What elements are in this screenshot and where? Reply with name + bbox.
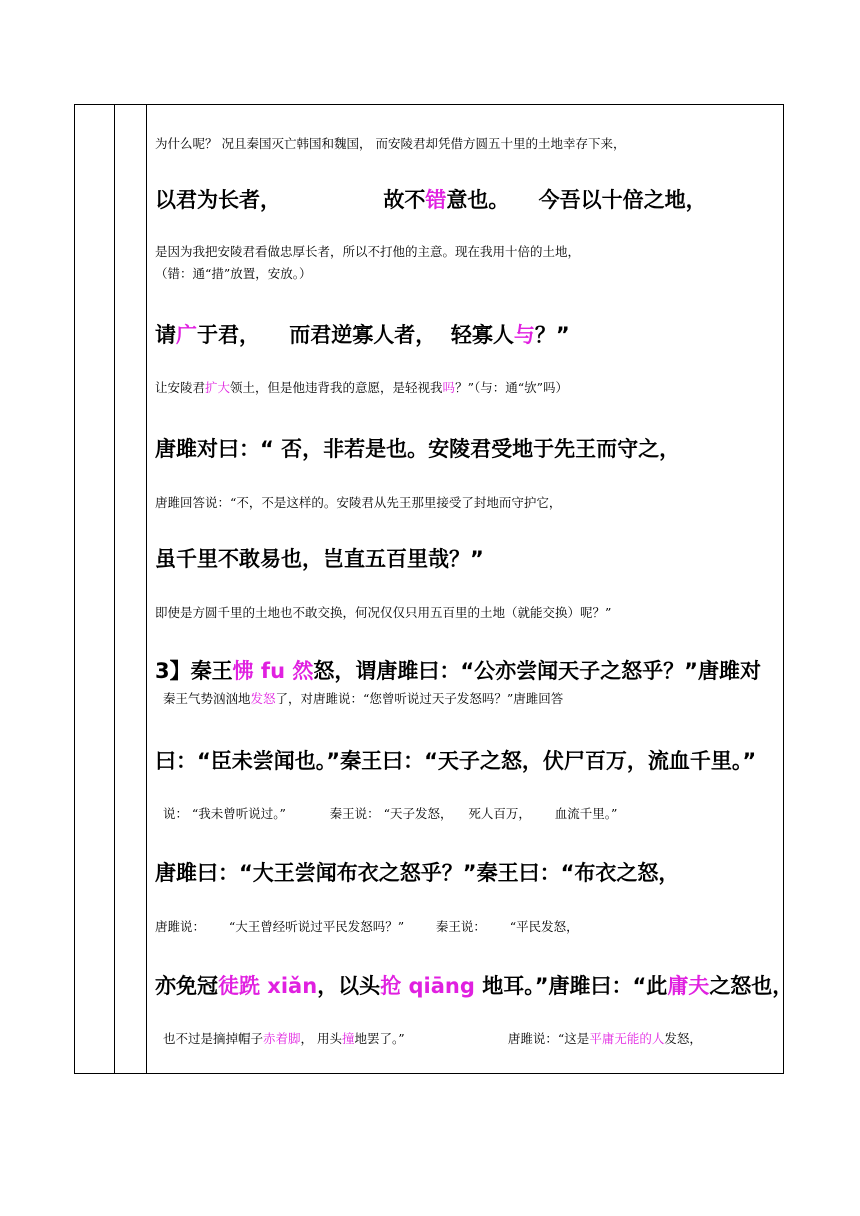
highlighted-word: 平庸无能的人 bbox=[589, 1031, 665, 1046]
classical-text-line bbox=[155, 857, 679, 887]
highlighted-word: 撞 bbox=[341, 1031, 355, 1046]
text-segment: 唐雎曰：“大王尝闻布衣之怒乎？”秦王曰：“布衣之怒， bbox=[155, 861, 680, 885]
classical-text-line bbox=[155, 655, 761, 685]
text-segment: 发怒， bbox=[664, 1031, 702, 1046]
highlighted-word: 庸夫 bbox=[667, 974, 710, 998]
translation-line bbox=[155, 917, 579, 935]
text-segment: 是因为我把安陵君看做忠厚长者，所以不打他的主意。现在我用十倍的土地， bbox=[155, 244, 581, 259]
text-segment: 说： “我未曾听说过。” 秦王说： “天子发怒， 死人百万， 血流千里。” bbox=[155, 806, 618, 821]
table-column-divider-1 bbox=[114, 104, 115, 1074]
text-segment: 了，对唐雎说：“您曾听说过天子发怒吗？”唐雎回答 bbox=[275, 691, 564, 706]
text-segment: 亦免冠 bbox=[155, 974, 218, 998]
text-segment: 唐雎说： “大王曾经听说过平民发怒吗？” 秦王说： “平民发怒， bbox=[155, 919, 579, 934]
classical-text-line bbox=[155, 543, 484, 573]
highlighted-word: 广 bbox=[176, 323, 197, 347]
text-segment: ， 用头 bbox=[300, 1031, 342, 1046]
translation-line bbox=[155, 804, 617, 822]
translation-line bbox=[155, 603, 611, 621]
text-segment: 请 bbox=[155, 323, 176, 347]
text-segment: 虽千里不敢易也，岂直五百里哉？” bbox=[155, 547, 484, 571]
highlighted-word: 赤着脚 bbox=[262, 1031, 301, 1046]
highlighted-word: 错 bbox=[425, 188, 447, 212]
highlighted-word: 徒跣 xiǎn bbox=[218, 974, 318, 998]
text-segment: 曰：“臣未尝闻也。”秦王曰：“天子之怒，伏尸百万，流血千里。” bbox=[155, 749, 757, 773]
text-segment: 领土，但是他违背我的意愿，是轻视我 bbox=[230, 380, 443, 395]
highlighted-word: 抢 qiāng bbox=[380, 974, 475, 998]
classical-text-line bbox=[155, 745, 756, 775]
text-segment: 以君为长者， bbox=[155, 188, 281, 212]
text-segment: 于君， 而君逆寡人者， 轻寡人 bbox=[197, 323, 514, 347]
text-segment: 也不过是摘掉帽子 bbox=[155, 1031, 263, 1046]
text-segment: 3】秦王 bbox=[155, 659, 233, 683]
translation-line bbox=[155, 493, 561, 511]
translation-line bbox=[155, 378, 568, 396]
highlighted-word: 扩大 bbox=[205, 380, 231, 395]
highlighted-word: 吗 bbox=[442, 380, 456, 395]
text-segment: 地耳。”唐雎曰：“此 bbox=[474, 974, 668, 998]
text-segment: ？” bbox=[534, 323, 570, 347]
translation-line bbox=[155, 1029, 702, 1047]
text-segment: 故不 bbox=[383, 188, 426, 212]
highlighted-word: 怫 fu 然 bbox=[232, 659, 314, 683]
classical-text-line bbox=[155, 433, 680, 463]
translation-line bbox=[155, 134, 625, 152]
translation-line bbox=[155, 242, 580, 260]
text-segment: 地罢了。” 唐雎说：“这是 bbox=[354, 1031, 590, 1046]
translation-line bbox=[155, 689, 563, 707]
classical-text-line bbox=[155, 319, 570, 349]
highlighted-word: 发怒 bbox=[250, 691, 276, 706]
text-segment: 即使是方圆千里的土地也不敢交换，何况仅仅只用五百里的土地（就能交换）呢？” bbox=[155, 605, 612, 620]
text-segment: ，以头 bbox=[317, 974, 381, 998]
classical-text-line bbox=[155, 970, 793, 1000]
text-segment: 为什么呢？ 况且秦国灭亡韩国和魏国， 而安陵君却凭借方圆五十里的土地幸存下来， bbox=[155, 136, 626, 151]
text-segment: 意也。 今吾以十倍之地， bbox=[446, 188, 707, 212]
translation-line bbox=[155, 264, 312, 282]
text-segment: ？”（与：通“欤”吗） bbox=[455, 380, 568, 395]
text-segment: 唐雎回答说：“不，不是这样的。安陵君从先王那里接受了封地而守护它， bbox=[155, 495, 562, 510]
table-column-divider-2 bbox=[146, 104, 147, 1074]
classical-text-line bbox=[155, 184, 707, 214]
text-segment: 让安陵君 bbox=[155, 380, 206, 395]
text-segment: 秦王气势汹汹地 bbox=[155, 691, 251, 706]
highlighted-word: 与 bbox=[513, 323, 535, 347]
text-segment: 唐雎对曰：“ 否，非若是也。安陵君受地于先王而守之， bbox=[155, 437, 681, 461]
text-segment: 怒，谓唐雎曰：“公亦尝闻天子之怒乎？”唐雎对 bbox=[313, 659, 761, 683]
text-segment: （错：通“措”放置，安放。） bbox=[155, 266, 312, 281]
text-segment bbox=[281, 188, 383, 212]
text-segment: 之怒也， bbox=[709, 974, 794, 998]
